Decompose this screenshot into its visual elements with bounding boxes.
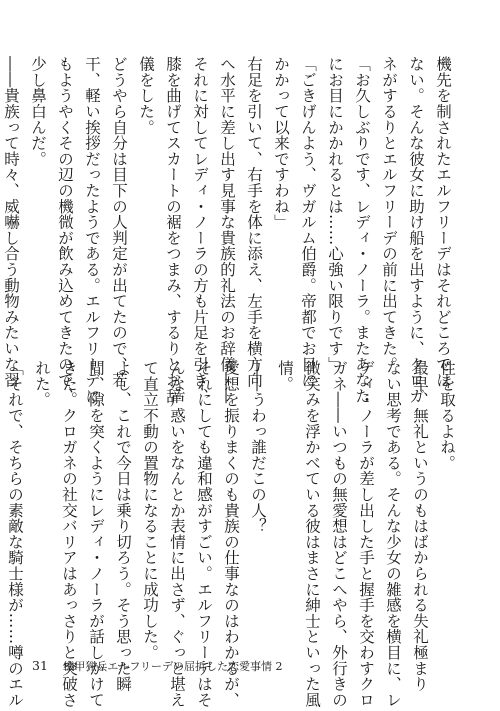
text-line: へ水平に差し出す見事な貴族的礼法のお辞儀―― (218, 56, 236, 404)
text-line: んな戸惑いをなんとか表情に出さず、ぐっと堪え (168, 360, 186, 708)
text-line: ディ・ノーラが差し出した手と握手を交わすクロ (357, 360, 375, 708)
text-line: 少し鼻白んだ。 (29, 56, 47, 167)
text-line: 膝を曲げてスカートの裾をつまみ、するりとお辞 (164, 56, 182, 404)
text-line: ――うわっ誰だこの人？ (249, 360, 267, 534)
upper-text-block (2, 56, 456, 404)
text-line: 「お久しぶりです、レディ・ノーラ。またあなた (353, 56, 371, 404)
text-line: ネがするりとエルフリーデの前に出てきた。 (380, 56, 398, 372)
text-line: それにしても違和感がすごい。エルフリーデはそ (195, 360, 213, 708)
running-title: 機甲猟兵エルフリーデの屈折した恋愛事情 2 (63, 660, 283, 673)
text-line: ――貴族って時々、威嚇し合う動物みたいな習 (2, 56, 20, 388)
text-line: ガネ――いつもの無愛想はどこへやら、外行きの (330, 360, 348, 708)
text-line: どうやら自分は目下の人判定が出てたので、若 (110, 56, 128, 388)
text-line: 最早、無礼というのもはばかられる失礼極まり (411, 360, 429, 692)
text-line: 「ごきげんよう、ヴガルム伯爵。帝都でお目に (299, 56, 317, 388)
text-line: 微笑みを浮かべている彼はまさに紳士といった風 (303, 360, 321, 708)
text-line: れた。 (33, 360, 51, 408)
text-line: ない。そんな彼女に助け船を出すように、クロガ (407, 56, 425, 404)
text-line: ない思考である。そんな少女の雑感を横目に、レ (384, 360, 402, 708)
page-footer (32, 658, 282, 674)
text-line: それに対してレディ・ノーラの方も片足を引き、 (191, 56, 209, 404)
text-line: 性を取るよね。 (438, 360, 456, 471)
text-line: 「それで、そちらの素敵な騎士様が……噂のエル (6, 360, 24, 708)
text-line: 干、軽い挨拶だったようである。エルフリーデに (83, 56, 101, 404)
text-line: 機先を制されたエルフリーデはそれどころでは (434, 56, 452, 388)
text-line: もようやくその辺の機微が飲み込めてきたので、 (56, 56, 74, 404)
text-line: 情。 (276, 360, 294, 392)
text-line: かかって以来ですわね」 (272, 56, 290, 230)
text-line: 右足を引いて、右手を体に添え、左手を横方向 (245, 56, 263, 388)
text-line: 間、隙を突くようにレディ・ノーラが話しかけて (87, 360, 105, 708)
page-number: 31 (32, 658, 48, 673)
text-line: 儀をした。 (137, 56, 155, 135)
text-line: きた。クロガネの社交バリアはあっさりと突破さ (60, 360, 78, 708)
text-line: 愛想を振りまくのも貴族の仕事なのはわかるが、 (222, 360, 240, 708)
text-line: よし、これで今日は乗り切ろう。そう思った瞬 (114, 360, 132, 692)
text-line: て直立不動の置物になることに成功した。 (141, 360, 159, 661)
text-line: にお目にかかれるとは……心強い限りです」 (326, 56, 344, 372)
